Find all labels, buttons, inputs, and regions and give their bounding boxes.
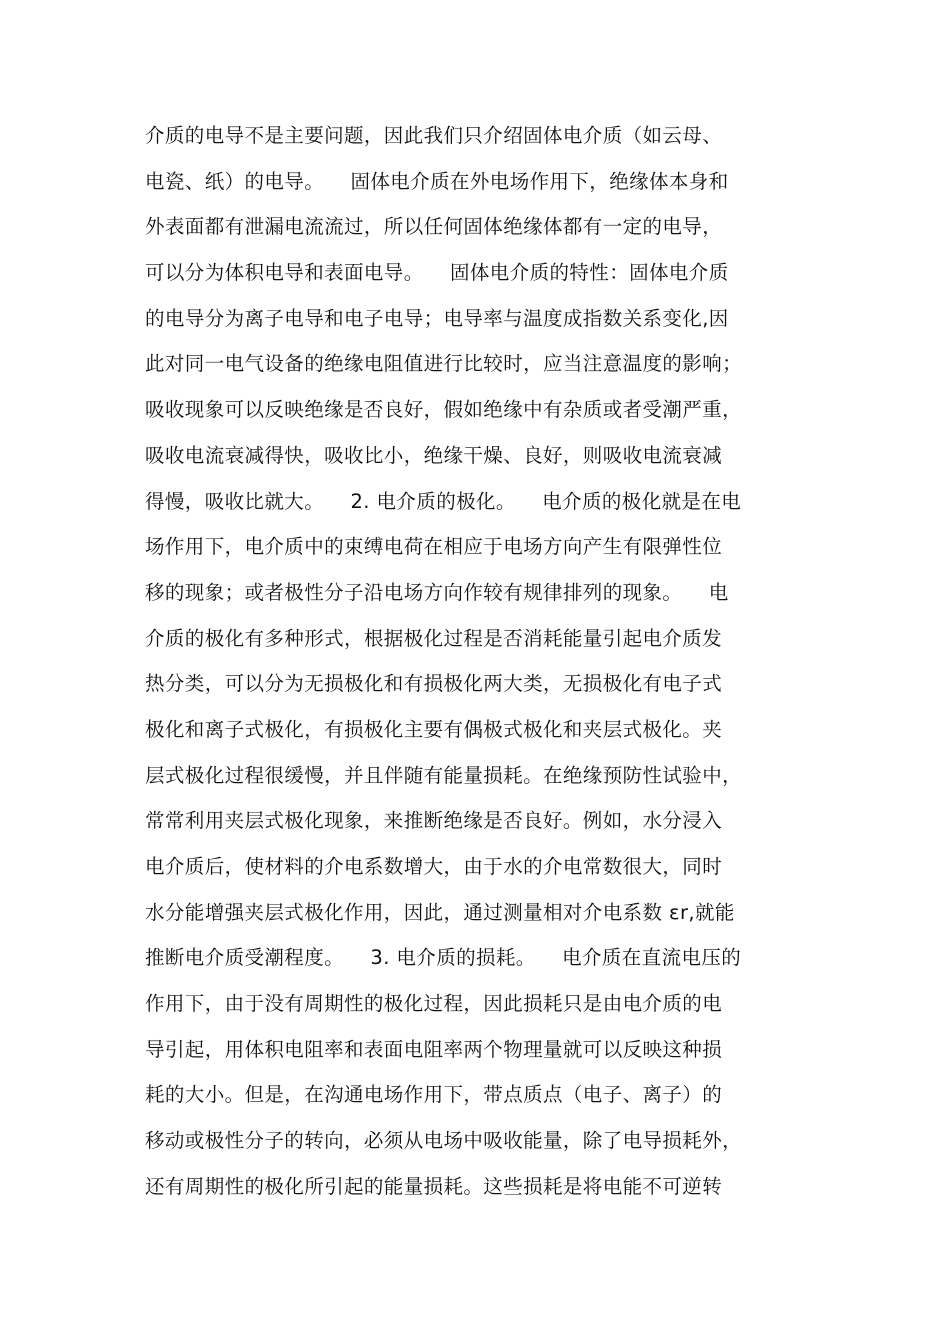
body-text [145,113,825,1210]
text-line-9: 得慢，吸收比就大。 2. 电介质的极化。 电介质的极化就是在电 [145,489,742,513]
text-line-22: 耗的大小。但是，在沟通电场作用下，带点质点（电子、离子）的 [145,1083,723,1107]
text-line-14: 极化和离子式极化，有损极化主要有偶极式极化和夹层式极化。夹 [145,717,723,741]
text-line-16: 常常利用夹层式极化现象，来推断绝缘是否良好。例如，水分浸入 [145,809,723,833]
text-line-20: 作用下，由于没有周期性的极化过程，因此损耗只是由电介质的电 [145,992,723,1016]
text-line-18: 水分能增强夹层式极化作用，因此，通过测量相对介电系数 εr,就能 [145,900,735,924]
text-line-10: 场作用下，电介质中的束缚电荷在相应于电场方向产生有限弹性位 [145,535,723,559]
text-line-1: 介质的电导不是主要问题，因此我们只介绍固体电介质（如云母、 [145,124,723,147]
text-line-11: 移的现象；或者极性分子沿电场方向作较有规律排列的现象。 电 [145,580,729,604]
text-line-17: 电介质后，使材料的介电系数增大，由于水的介电常数很大，同时 [145,855,723,878]
text-line-13: 热分类，可以分为无损极化和有损极化两大类，无损极化有电子式 [145,672,723,696]
text-line-4: 可以分为体积电导和表面电导。 固体电介质的特性：固体电介质 [145,261,729,285]
text-line-5: 的电导分为离子电导和电子电导；电导率与温度成指数关系变化,因 [145,306,729,330]
text-line-24: 还有周期性的极化所引起的能量损耗。这些损耗是将电能不可逆转 [145,1174,723,1198]
text-line-15: 层式极化过程很缓慢，并且伴随有能量损耗。在绝缘预防性试验中， [145,763,743,787]
text-line-19: 推断电介质受潮程度。 3. 电介质的损耗。 电介质在直流电压的 [145,946,742,970]
text-line-7: 吸收现象可以反映绝缘是否良好，假如绝缘中有杂质或者受潮严重， [145,398,743,422]
text-line-3: 外表面都有泄漏电流流过，所以任何固体绝缘体都有一定的电导， [145,215,723,239]
text-line-12: 介质的极化有多种形式，根据极化过程是否消耗能量引起电介质发 [145,626,723,650]
text-line-23: 移动或极性分子的转向，必须从电场中吸收能量，除了电导损耗外， [145,1129,743,1153]
text-line-8: 吸收电流衰减得快，吸收比小，绝缘干燥、良好，则吸收电流衰减 [145,443,723,467]
text-line-2: 电瓷、纸）的电导。 固体电介质在外电场作用下，绝缘体本身和 [145,169,729,193]
text-line-21: 导引起，用体积电阻率和表面电阻率两个物理量就可以反映这种损 [145,1037,723,1061]
text-line-6: 此对同一电气设备的绝缘电阻值进行比较时，应当注意温度的影响； [145,352,743,376]
